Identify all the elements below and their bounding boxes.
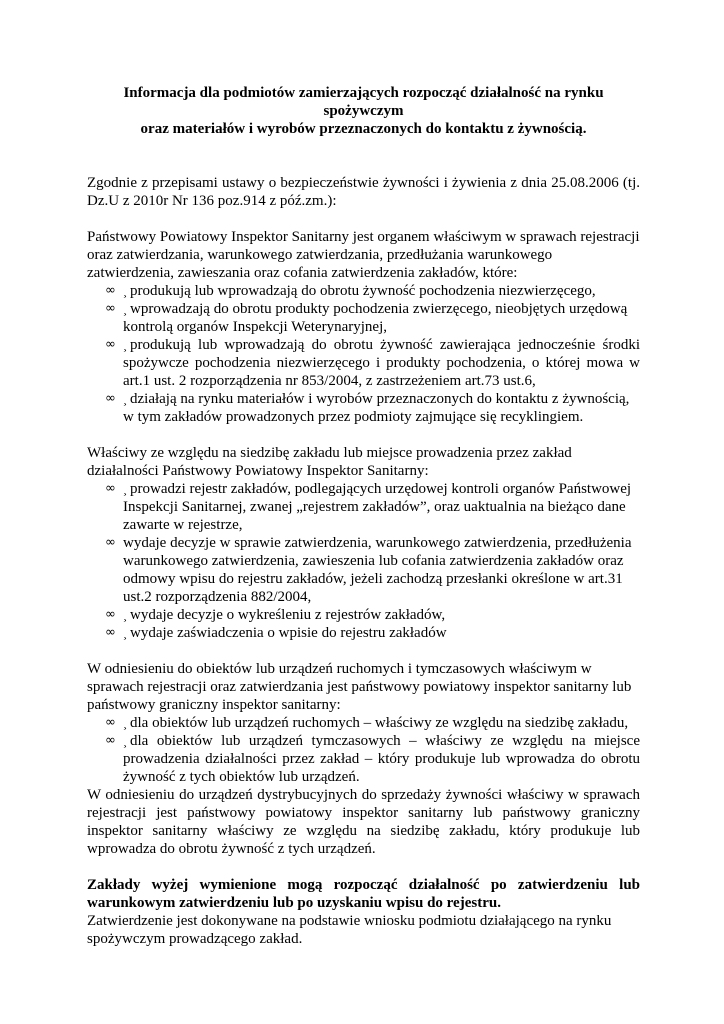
closing-bold: Zakłady wyżej wymienione mogą rozpocząć działalność po zatwierdzeniu lub warunkowym zatwierdzeniu lub po uzyskaniu wpisu do rejestru. (87, 877, 640, 911)
infinity-bullet-icon: ∞ (105, 535, 116, 550)
document-title-line2: oraz materiałów i wyrobów przeznaczonych do kontaktu z żywnością. (140, 121, 587, 137)
list-item-text: prowadzi rejestr zakładów, podlegających urzędowej kontroli organów Państwowej Inspekcji Sanitarnej, zwanej „rejestrem zakładów”, oraz uaktualnia na bieżąco dane zawarte w rejestrze, (123, 481, 632, 533)
infinity-bullet-icon: ∞ (105, 733, 116, 748)
infinity-bullet-icon: ∞ (105, 607, 116, 622)
list-item-text: produkują lub wprowadzają do obrotu żywność zawierająca jednocześnie środki spożywcze pochodzenia niezwierzęcego i produkty pochodzenia, o której mowa w art.1 ust. 2 rozporządzenia nr 853/2004, z zastrzeżeniem art.73 ust.6, (123, 337, 640, 389)
list-item-text: dla obiektów lub urządzeń ruchomych – właściwy ze względu na siedzibę zakładu, (130, 715, 629, 731)
list-item (87, 534, 640, 606)
section2-list (87, 480, 640, 642)
list-item: ∞ ¸ dla obiektów lub urządzeń ruchomych – właściwy ze względu na siedzibę zakładu, (105, 715, 629, 731)
section3-after: W odniesieniu do urządzeń dystrybucyjnych do sprzedaży żywności właściwy w sprawach rejestracji jest państwowy powiatowy inspektor sanitarny lub państwowy graniczny inspektor sanitarny właściwy ze względu na siedzibę zakładu, który produkuje lub wprowadza do obrotu żywność z tych urządzeń. (87, 787, 640, 857)
list-item: ∞ ¸ prowadzi rejestr zakładów, podlegających urzędowej kontroli organów Państwowej Inspekcji Sanitarnej, zwanej „rejestrem zakładów”, oraz uaktualnia na bieżąco dane zawarte w rejestrze, (105, 481, 632, 533)
section3-lead: W odniesieniu do obiektów lub urządzeń ruchomych i tymczasowych właściwym w sprawach rejestracji oraz zatwierdzania jest państwowy powiatowy inspektor sanitarny lub państwowy graniczny inspektor sanitarny: (87, 661, 632, 713)
infinity-bullet-icon: ∞ (105, 625, 116, 640)
spacer (87, 642, 640, 660)
spacer (87, 858, 640, 876)
infinity-bullet-icon: ∞ (105, 715, 116, 730)
list-item: ∞ ¸ wprowadzają do obrotu produkty pochodzenia zwierzęcego, nieobjętych urzędową kontrolą organów Inspekcji Weterynaryjnej, (105, 301, 628, 335)
list-item-text: wprowadzają do obrotu produkty pochodzenia zwierzęcego, nieobjętych urzędową kontrolą organów Inspekcji Weterynaryjnej, (123, 301, 628, 335)
section1-lead: Państwowy Powiatowy Inspektor Sanitarny jest organem właściwym w sprawach rejestracji oraz zatwierdzania, warunkowego zatwierdzania, przedłużania warunkowego zatwierdzenia, zawieszania oraz cofania zatwierdzenia zakładów, które: (87, 229, 640, 281)
infinity-bullet-icon: ∞ (105, 481, 116, 496)
list-item-text: dla obiektów lub urządzeń tymczasowych – właściwy ze względu na miejsce prowadzenia działalności przez zakład – który produkuje lub wprowadza do obrotu żywność z tych obiektów lub urządzeń. (123, 733, 640, 785)
list-item: ∞ ¸ wydaje decyzje o wykreśleniu z rejestrów zakładów, (105, 607, 446, 623)
list-item-text: wydaje zaświadczenia o wpisie do rejestru zakładów (130, 625, 447, 641)
intro-paragraph: Zgodnie z przepisami ustawy o bezpieczeństwie żywności i żywienia z dnia 25.08.2006 (tj. Dz.U z 2010r Nr 136 poz.914 z póź.zm.): (87, 175, 640, 209)
document-page (87, 84, 640, 948)
document-title-line1: Informacja dla podmiotów zamierzających rozpocząć działalność na rynku spożywczym (123, 85, 604, 119)
section3-list (87, 714, 640, 786)
closing-text: Zatwierdzenie jest dokonywane na podstawie wniosku podmiotu działającego na rynku spożywczym prowadzącego zakład. (87, 913, 612, 947)
list-item: ∞ ¸ wydaje zaświadczenia o wpisie do rejestru zakładów (105, 625, 447, 641)
infinity-bullet-icon: ∞ (105, 391, 116, 406)
list-item-text: wydaje decyzje w sprawie zatwierdzenia, warunkowego zatwierdzenia, przedłużenia warunkowego zatwierdzenia, zawieszenia lub cofania zatwierdzenia zakładów oraz odmowy wpisu do rejestru zakładów, jeżeli zachodzą przesłanki określone w art.31 ust.2 rozporządzenia 882/2004, (123, 535, 632, 605)
infinity-bullet-icon: ∞ (105, 283, 116, 298)
list-item: ∞ ¸ dla obiektów lub urządzeń tymczasowych – właściwy ze względu na miejsce prowadzenia działalności przez zakład – który produkuje lub wprowadza do obrotu żywność z tych obiektów lub urządzeń. (105, 733, 640, 785)
section2-lead: Właściwy ze względu na siedzibę zakładu lub miejsce prowadzenia przez zakład działalności Państwowy Powiatowy Inspektor Sanitarny: (87, 445, 572, 479)
spacer (87, 210, 640, 228)
list-item: ∞ ¸ produkują lub wprowadzają do obrotu żywność pochodzenia niezwierzęcego, (105, 283, 596, 299)
section1-list (87, 282, 640, 426)
infinity-bullet-icon: ∞ (105, 337, 116, 352)
list-item: ∞ ¸ produkują lub wprowadzają do obrotu żywność zawierająca jednocześnie środki spożywcze pochodzenia niezwierzęcego i produkty pochodzenia, o której mowa w art.1 ust. 2 rozporządzenia nr 853/2004, z zastrzeżeniem art.73 ust.6, (105, 337, 640, 389)
list-item-text: działają na rynku materiałów i wyrobów przeznaczonych do kontaktu z żywnością, w tym zakładów prowadzonych przez podmioty zajmujące się recyklingiem. (123, 391, 630, 425)
list-item: ∞ ¸ działają na rynku materiałów i wyrobów przeznaczonych do kontaktu z żywnością, w tym zakładów prowadzonych przez podmioty zajmujące się recyklingiem. (105, 391, 630, 425)
spacer (87, 138, 640, 174)
infinity-bullet-icon: ∞ (105, 301, 116, 316)
spacer (87, 426, 640, 444)
list-item-text: wydaje decyzje o wykreśleniu z rejestrów zakładów, (130, 607, 446, 623)
list-item-text: produkują lub wprowadzają do obrotu żywność pochodzenia niezwierzęcego, (130, 283, 596, 299)
